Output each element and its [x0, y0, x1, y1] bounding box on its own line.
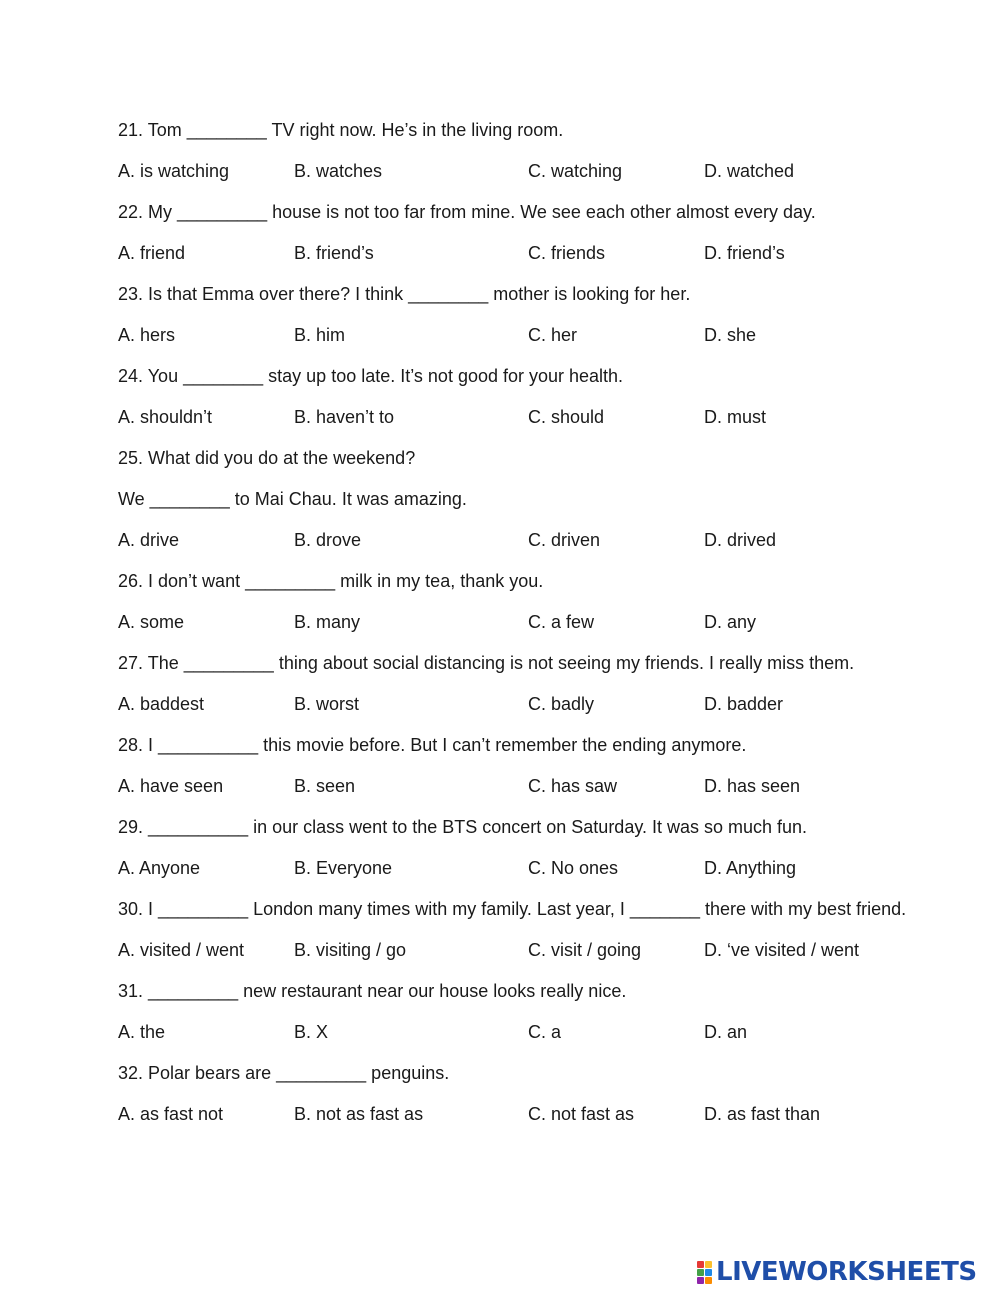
logo-tile	[697, 1261, 704, 1268]
option-d[interactable]: D. has seen	[704, 776, 801, 796]
option-a[interactable]: A. Anyone	[118, 858, 201, 878]
option-b[interactable]: B. him	[294, 325, 346, 345]
option-d[interactable]: D. an	[704, 1022, 748, 1042]
option-d[interactable]: D. as fast than	[704, 1104, 821, 1124]
option-d[interactable]: D. must	[704, 407, 767, 427]
answer-options	[118, 774, 918, 798]
question-stem: 29. __________ in our class went to the BTS concert on Saturday. It was so much fun.	[118, 817, 808, 837]
question-stem-line-2: We ________ to Mai Chau. It was amazing.	[118, 489, 467, 509]
option-b[interactable]: B. seen	[294, 776, 356, 796]
question-stem: 21. Tom ________ TV right now. He’s in the living room.	[118, 120, 564, 140]
option-a[interactable]: A. visited / went	[118, 940, 245, 960]
question-stem: 23. Is that Emma over there? I think ________ mother is looking for her.	[118, 284, 691, 304]
option-a[interactable]: A. hers	[118, 325, 176, 345]
answer-options	[118, 938, 918, 962]
logo-tile	[705, 1277, 712, 1284]
answer-options	[118, 692, 918, 716]
question-31	[118, 979, 918, 1044]
option-b[interactable]: B. X	[294, 1022, 329, 1042]
option-b[interactable]: B. watches	[294, 161, 383, 181]
question-22	[118, 200, 918, 265]
option-d[interactable]: D. Anything	[704, 858, 797, 878]
option-b[interactable]: B. haven’t to	[294, 407, 395, 427]
option-a[interactable]: A. baddest	[118, 694, 205, 714]
option-a[interactable]: A. shouldn’t	[118, 407, 213, 427]
option-d[interactable]: D. drived	[704, 530, 777, 550]
answer-options	[118, 1102, 918, 1126]
question-29	[118, 815, 918, 880]
question-26	[118, 569, 918, 634]
option-d[interactable]: D. watched	[704, 161, 795, 181]
answer-options	[118, 159, 918, 183]
question-32	[118, 1061, 918, 1126]
answer-options	[118, 405, 918, 429]
answer-options	[118, 323, 918, 347]
option-a[interactable]: A. drive	[118, 530, 180, 550]
option-b[interactable]: B. worst	[294, 694, 360, 714]
question-stem: 26. I don’t want _________ milk in my tea, thank you.	[118, 571, 544, 591]
question-24	[118, 364, 918, 429]
option-c[interactable]: C. her	[528, 325, 578, 345]
question-27	[118, 651, 918, 716]
option-b[interactable]: B. visiting / go	[294, 940, 407, 960]
option-a[interactable]: A. as fast not	[118, 1104, 224, 1124]
logo-tile	[697, 1277, 704, 1284]
question-list	[118, 118, 918, 1143]
question-23	[118, 282, 918, 347]
question-stem: 28. I __________ this movie before. But I can’t remember the ending anymore.	[118, 735, 747, 755]
question-stem: 25. What did you do at the weekend?	[118, 448, 416, 468]
question-28	[118, 733, 918, 798]
logo-tile	[705, 1261, 712, 1268]
logo-tile	[705, 1269, 712, 1276]
answer-options	[118, 1020, 918, 1044]
question-stem: 31. _________ new restaurant near our house looks really nice.	[118, 981, 627, 1001]
option-c[interactable]: C. driven	[528, 530, 601, 550]
option-a[interactable]: A. have seen	[118, 776, 224, 796]
answer-options	[118, 528, 918, 552]
liveworksheets-logo[interactable]	[697, 1257, 977, 1287]
option-a[interactable]: A. some	[118, 612, 185, 632]
option-c[interactable]: C. a	[528, 1022, 562, 1042]
option-c[interactable]: C. has saw	[528, 776, 618, 796]
option-d[interactable]: D. she	[704, 325, 757, 345]
option-c[interactable]: C. visit / going	[528, 940, 642, 960]
question-21	[118, 118, 918, 183]
option-b[interactable]: B. friend’s	[294, 243, 374, 263]
option-b[interactable]: B. drove	[294, 530, 362, 550]
answer-options	[118, 241, 918, 265]
option-b[interactable]: B. many	[294, 612, 361, 632]
question-25	[118, 446, 918, 552]
option-d[interactable]: D. ‘ve visited / went	[704, 940, 860, 960]
option-c[interactable]: C. should	[528, 407, 605, 427]
question-stem: 27. The _________ thing about social distancing is not seeing my friends. I really miss them.	[118, 653, 855, 673]
question-stem: 32. Polar bears are _________ penguins.	[118, 1063, 450, 1083]
option-c[interactable]: C. a few	[528, 612, 595, 632]
option-c[interactable]: C. friends	[528, 243, 606, 263]
question-stem: 30. I _________ London many times with my family. Last year, I _______ there with my best friend.	[118, 899, 907, 919]
option-a[interactable]: A. the	[118, 1022, 166, 1042]
option-d[interactable]: D. friend’s	[704, 243, 785, 263]
option-c[interactable]: C. not fast as	[528, 1104, 635, 1124]
option-c[interactable]: C. badly	[528, 694, 595, 714]
option-d[interactable]: D. badder	[704, 694, 784, 714]
option-a[interactable]: A. friend	[118, 243, 186, 263]
option-b[interactable]: B. Everyone	[294, 858, 393, 878]
liveworksheets-logo-icon	[697, 1261, 712, 1284]
question-stem: 24. You ________ stay up too late. It’s not good for your health.	[118, 366, 624, 386]
question-stem: 22. My _________ house is not too far from mine. We see each other almost every day.	[118, 202, 816, 222]
option-c[interactable]: C. watching	[528, 161, 623, 181]
option-c[interactable]: C. No ones	[528, 858, 619, 878]
option-a[interactable]: A. is watching	[118, 161, 230, 181]
option-d[interactable]: D. any	[704, 612, 757, 632]
logo-tile	[697, 1269, 704, 1276]
logo-text: LIVEWORKSHEETS	[716, 1257, 977, 1287]
question-30	[118, 897, 918, 962]
answer-options	[118, 856, 918, 880]
option-b[interactable]: B. not as fast as	[294, 1104, 424, 1124]
answer-options	[118, 610, 918, 634]
